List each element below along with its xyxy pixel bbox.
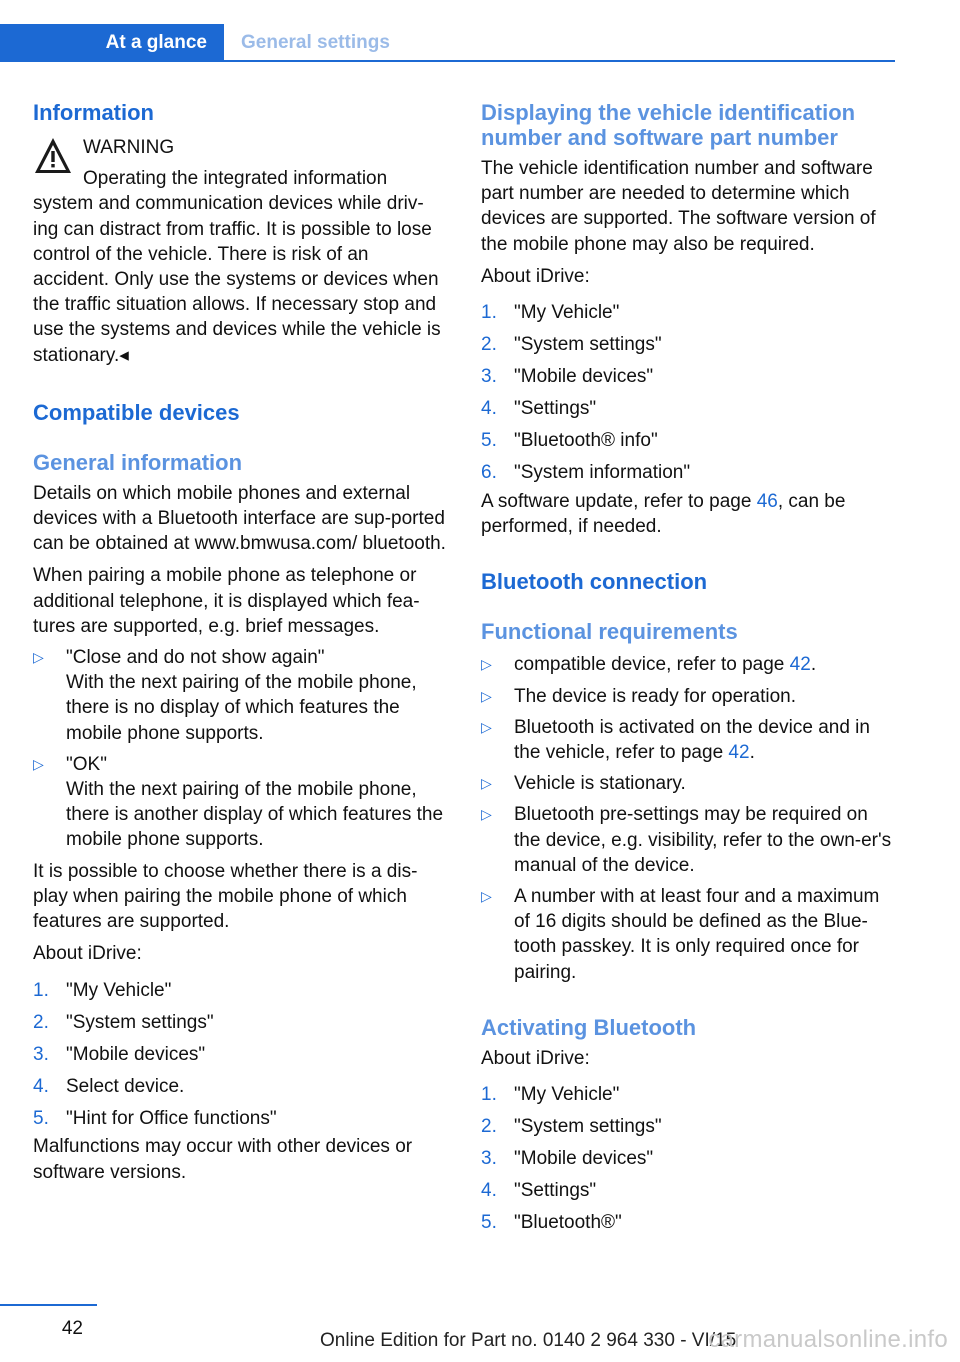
list-item [481,1175,896,1207]
footer-rule [0,1304,97,1306]
step-number: 6. [481,462,497,484]
option-label: "OK" [66,753,107,775]
paragraph-details: Details on which mobile phones and external devices with a Bluetooth interface are sup-ported can be obtained at www.bmwusa.com/ bluetooth. [33,482,446,555]
warning-text: Operating the integrated information system and communication devices while driv-ing can distract from traffic. It is possible to lose control of the vehicle. There is risk of an accident. Only use the systems or devices when the traffic situation allows. If necessary stop and use the systems and devices while the vehicle is stationary.◂ [33,168,441,366]
step-number: 3. [33,1043,49,1065]
step-text: "Settings" [514,1180,597,1202]
list-item [481,684,896,709]
step-number: 4. [481,1180,497,1202]
paragraph-malfunctions: Malfunctions may occur with other devices or software versions. [33,1136,413,1183]
list-item [481,1143,896,1175]
bullet-triangle-icon: ▷ [481,718,492,735]
requirement-text-post: . [749,742,755,764]
general-information-heading: General information [33,449,243,475]
list-item [481,1079,896,1111]
paragraph-pairing: When pairing a mobile phone as telephone or additional telephone, it is displayed which fea-tures are supported, e.g. brief messages. [33,565,420,637]
requirement-text-pre: compatible device, refer to page [514,654,790,676]
requirement-text [514,652,816,677]
update-text-pre: A software update, refer to page [481,491,757,513]
step-number: 5. [33,1107,49,1129]
list-item [481,361,896,393]
vin-heading: Displaying the vehicle identification number and software part number [481,100,856,150]
list-item [481,884,896,985]
step-text: "System settings" [66,1011,214,1033]
step-number: 5. [481,430,497,452]
warning-block [33,135,448,368]
list-item [481,457,896,489]
list-item [481,715,896,765]
pairing-options-list [33,645,448,853]
requirement-text-pre: Bluetooth is activated on the device and in the vehicle, refer to page [514,716,870,764]
idrive-steps-list [33,974,448,1134]
list-item [481,329,896,361]
list-item [481,1207,896,1239]
requirement-text: Bluetooth pre-settings may be required on the device, e.g. visibility, refer to the own-er's manual of the device. [514,804,892,876]
watermark: carmanualsonline.info [708,1326,948,1353]
step-text: "Hint for Office functions" [66,1107,277,1129]
list-item [33,1102,448,1134]
step-number: 1. [33,979,49,1001]
step-text: "My Vehicle" [66,979,172,1001]
step-text: "Settings" [514,398,597,420]
activating-bluetooth-heading: Activating Bluetooth [481,1014,697,1040]
step-text: "System information" [514,462,691,484]
step-number: 4. [33,1075,49,1097]
step-text: "System settings" [514,1116,662,1138]
list-item [481,771,896,796]
step-text: "Mobile devices" [66,1043,206,1065]
list-item [481,393,896,425]
bullet-triangle-icon: ▷ [33,755,44,772]
compatible-devices-heading: Compatible devices [33,399,240,425]
step-number: 3. [481,366,497,388]
step-number: 1. [481,302,497,324]
bullet-triangle-icon: ▷ [481,775,492,792]
activate-steps-list [481,1079,896,1239]
list-item [33,974,448,1006]
bullet-triangle-icon: ▷ [481,656,492,673]
functional-requirements-heading: Functional requirements [481,619,738,645]
requirement-text-post: . [810,654,817,676]
paragraph-vin: The vehicle identification number and software part number are needed to determine which devices are supported. The software version of the mobile phone may also be required. [481,158,876,255]
bluetooth-connection-heading: Bluetooth connection [481,569,708,595]
option-detail: With the next pairing of the mobile phone, there is another display of which features the mobile phone supports. [66,779,444,851]
step-text: Select device. [66,1075,185,1097]
idrive-label: About iDrive: [33,943,142,965]
header-rule [224,60,895,62]
requirement-text: The device is ready for operation. [514,685,796,707]
step-text: "Bluetooth®" [514,1212,622,1234]
tab-general-settings[interactable]: General settings [241,32,390,53]
requirement-text: Vehicle is stationary. [514,773,686,795]
list-item [481,652,896,677]
step-text: "Mobile devices" [514,366,654,388]
step-number: 2. [481,1116,497,1138]
edition-note: Online Edition for Part no. 0140 2 964 330 - VI/15 [320,1330,737,1351]
warning-icon [33,135,73,177]
option-label: "Close and do not show again" [66,647,325,669]
step-number: 5. [481,1212,497,1234]
requirements-list [481,652,896,984]
bullet-triangle-icon: ▷ [481,687,492,704]
bullet-triangle-icon: ▷ [481,806,492,823]
step-text: "My Vehicle" [514,302,620,324]
header-bar [0,24,895,62]
paragraph-choose: It is possible to choose whether there is a dis-play when pairing the mobile phone of which features are supported. [33,860,418,933]
step-text: "My Vehicle" [514,1084,620,1106]
step-number: 2. [481,334,497,356]
step-number: 2. [33,1011,49,1033]
requirement-text: A number with at least four and a maximum of 16 digits should be defined as the Blue-tooth passkey. It is only required once for pairing. [514,886,880,983]
step-text: "System settings" [514,334,662,356]
step-text: "Bluetooth® info" [514,430,658,452]
list-item [481,425,896,457]
list-item [33,645,448,746]
page-link-42[interactable]: 42 [789,654,811,676]
list-item [481,1111,896,1143]
list-item [33,1070,448,1102]
information-heading: Information [33,100,154,125]
update-text-post: , can be performed, if needed. [481,491,846,538]
option-detail: With the next pairing of the mobile phone, there is no display of which features the mobile phone supports. [66,672,417,744]
idrive-label: About iDrive: [481,265,590,287]
tab-at-a-glance[interactable]: At a glance [0,24,224,62]
step-number: 1. [481,1084,497,1106]
list-item [33,1038,448,1070]
step-text: "Mobile devices" [514,1148,654,1170]
page-number: 42 [61,1318,83,1339]
left-column [33,100,448,1185]
vin-steps-list [481,297,896,489]
paragraph-software-update [481,489,896,539]
idrive-label: About iDrive: [481,1047,590,1069]
list-item [481,802,896,878]
bullet-triangle-icon: ▷ [481,888,492,905]
list-item [481,297,896,329]
list-item [33,1006,448,1038]
bullet-triangle-icon: ▷ [33,649,44,666]
page-link-46[interactable]: 46 [756,491,778,513]
requirement-text [514,715,896,765]
list-item [33,752,448,853]
step-number: 4. [481,398,497,420]
step-number: 3. [481,1148,497,1170]
page-link-42[interactable]: 42 [728,742,750,764]
right-column [481,100,896,1239]
warning-title: WARNING [83,137,175,158]
